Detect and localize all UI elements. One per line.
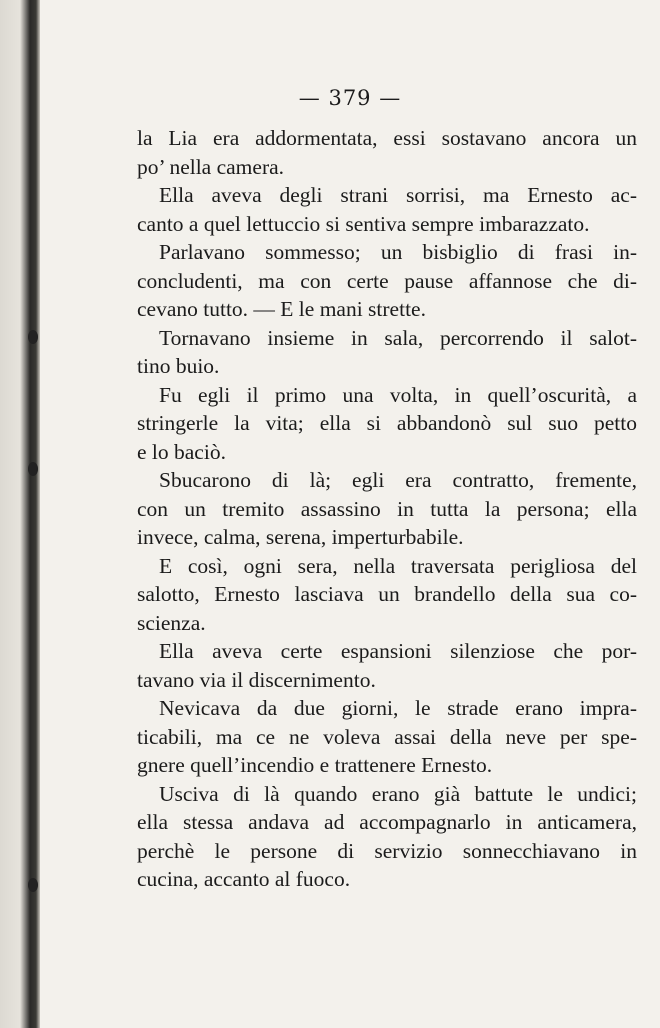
text-line: Ella aveva certe espansioni silenziose che por- [159, 639, 637, 663]
text-line: gnere quell’incendio e trattenere Ernesto. [137, 753, 493, 777]
text-line: concludenti, ma con certe pause affannose che di- [137, 268, 637, 293]
text-line: Tornavano insieme in sala, percorrendo il salot- [159, 325, 637, 350]
page-number: — 379 — [298, 86, 402, 110]
text-line: Sbucarono di là; egli era contratto, fremente, [159, 468, 637, 492]
text-line: perchè le persone di servizio sonnecchiavano in [137, 838, 637, 863]
text-line: scienza. [137, 610, 206, 635]
text-line: e lo baciò. [137, 439, 226, 464]
text-line: cevano tutto. — E le mani strette. [137, 297, 426, 321]
text-line: Parlavano sommesso; un bisbiglio di frasi in- [159, 240, 637, 264]
body-text [137, 124, 637, 894]
text-line: tavano via il discernimento. [137, 667, 376, 692]
text-line: stringerle la vita; ella si abbandonò sul suo petto [137, 411, 637, 435]
text-line: con un tremito assassino in tutta la persona; ella [137, 496, 637, 521]
text-line: Nevicava da due giorni, le strade erano impra- [159, 696, 637, 720]
binding-mark [28, 462, 38, 476]
text-line: tino buio. [137, 354, 220, 378]
text-line: salotto, Ernesto lasciava un brandello della sua co- [137, 582, 637, 606]
text-line: Fu egli il primo una volta, in quell’oscurità, a [159, 382, 637, 407]
text-line: Ella aveva degli strani sorrisi, ma Ernesto ac- [159, 183, 637, 207]
text-line: po’ nella camera. [137, 154, 285, 179]
book-binding [0, 0, 40, 1028]
binding-mark [28, 330, 38, 344]
text-line: invece, calma, serena, imperturbabile. [137, 525, 464, 549]
text-line: cucina, accanto al fuoco. [137, 867, 351, 891]
binding-mark [28, 878, 38, 892]
text-line: E così, ogni sera, nella traversata perigliosa del [159, 553, 637, 578]
text-line: la Lia era addormentata, essi sostavano ancora un [137, 126, 637, 150]
text-line: canto a quel lettuccio si sentiva sempre imbarazzato. [137, 211, 590, 236]
text-line: ella stessa andava ad accompagnarlo in anticamera, [137, 810, 637, 834]
text-line: ticabili, ma ce ne voleva assai della neve per spe- [137, 724, 637, 749]
text-line: Usciva di là quando erano già battute le undici; [159, 781, 637, 806]
book-page [40, 0, 660, 1028]
